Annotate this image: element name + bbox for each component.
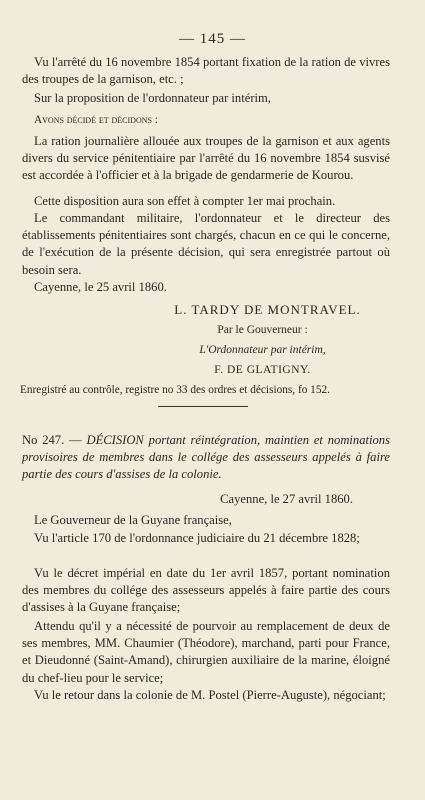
paragraph-article-170: Vu l'article 170 de l'ordonnance judiciaire du 21 décembre 1828; (34, 531, 360, 545)
decision-title: DÉCISION portant réintégration, maintien et nominations provisoires de membres dans le collége des assesseurs appelés à faire partie des cours d'assises de la colonie. (22, 433, 390, 482)
signature-par-le-gouverneur: Par le Gouverneur : (217, 324, 308, 336)
signature-governor: L. TARDY DE MONTRAVEL. (174, 302, 361, 317)
paragraph-commandant: Le commandant militaire, l'ordonnateur et le directeur des établissements pénitentiaires sont chargés, chacun en ce qui le concerne, de l'exécution de la présente décision, qui sera enregistrée partout où besoin sera. (22, 211, 390, 277)
dateline-27-avril: Cayenne, le 27 avril 1860. (220, 492, 353, 506)
decision-heading: No 247. — DÉCISION portant réintégration, maintien et nominations provisoires de membres dans le collége des assesseurs appelés à faire partie des cours d'assises de la colonie. (22, 433, 390, 482)
paragraph-decret-imperial: Vu le décret impérial en date du 1er avril 1857, portant nomination des membres du collége des assesseurs appelés à faire partie des cours d'assises à la Guyane française; (22, 566, 390, 615)
paragraph-retour-postel: Vu le retour dans la colonie de M. Postel (Pierre-Auguste), négociant; (34, 688, 386, 702)
signature-ordonnateur: L'Ordonnateur par intérim, (199, 344, 326, 356)
paragraph-disposition: Cette disposition aura son effet à compter 1er mai prochain. (34, 194, 336, 208)
paragraph-avons-decide: Avons décidé et décidons : (34, 114, 158, 126)
dateline-25-avril: Cayenne, le 25 avril 1860. (34, 280, 167, 294)
paragraph-proposition: Sur la proposition de l'ordonnateur par intérim, (34, 91, 271, 105)
paragraph-ration: La ration journalière allouée aux troupes de la garnison et aux agents divers du service pénitentiaire par l'arrêté du 16 novembre 1854 susvisé est accordée à l'officier et à la brigade de gendarmerie de Kourou. (22, 134, 390, 183)
section-divider (158, 406, 248, 407)
paragraph-attendu: Attendu qu'il y a nécessité de pourvoir au remplacement de deux de ses membres, MM. Chaumier (Théodore), marchand, parti pour France, et Dieudonné (Saint-Amand), chirurgien auxiliaire de la marine, éloigné du chef-lieu pour le service; (22, 619, 390, 685)
paragraph-gouverneur: Le Gouverneur de la Guyane française, (34, 513, 232, 527)
registration-note: Enregistré au contrôle, registre no 33 des ordres et décisions, fo 152. (20, 384, 330, 396)
decision-number: No 247. (22, 433, 65, 447)
signature-glatigny: F. DE GLATIGNY. (214, 364, 311, 376)
page-number: — 145 — (179, 31, 246, 47)
paragraph-vu-arrete: Vu l'arrêté du 16 novembre 1854 portant fixation de la ration de vivres des troupes de la garnison, etc. ; (22, 55, 390, 87)
